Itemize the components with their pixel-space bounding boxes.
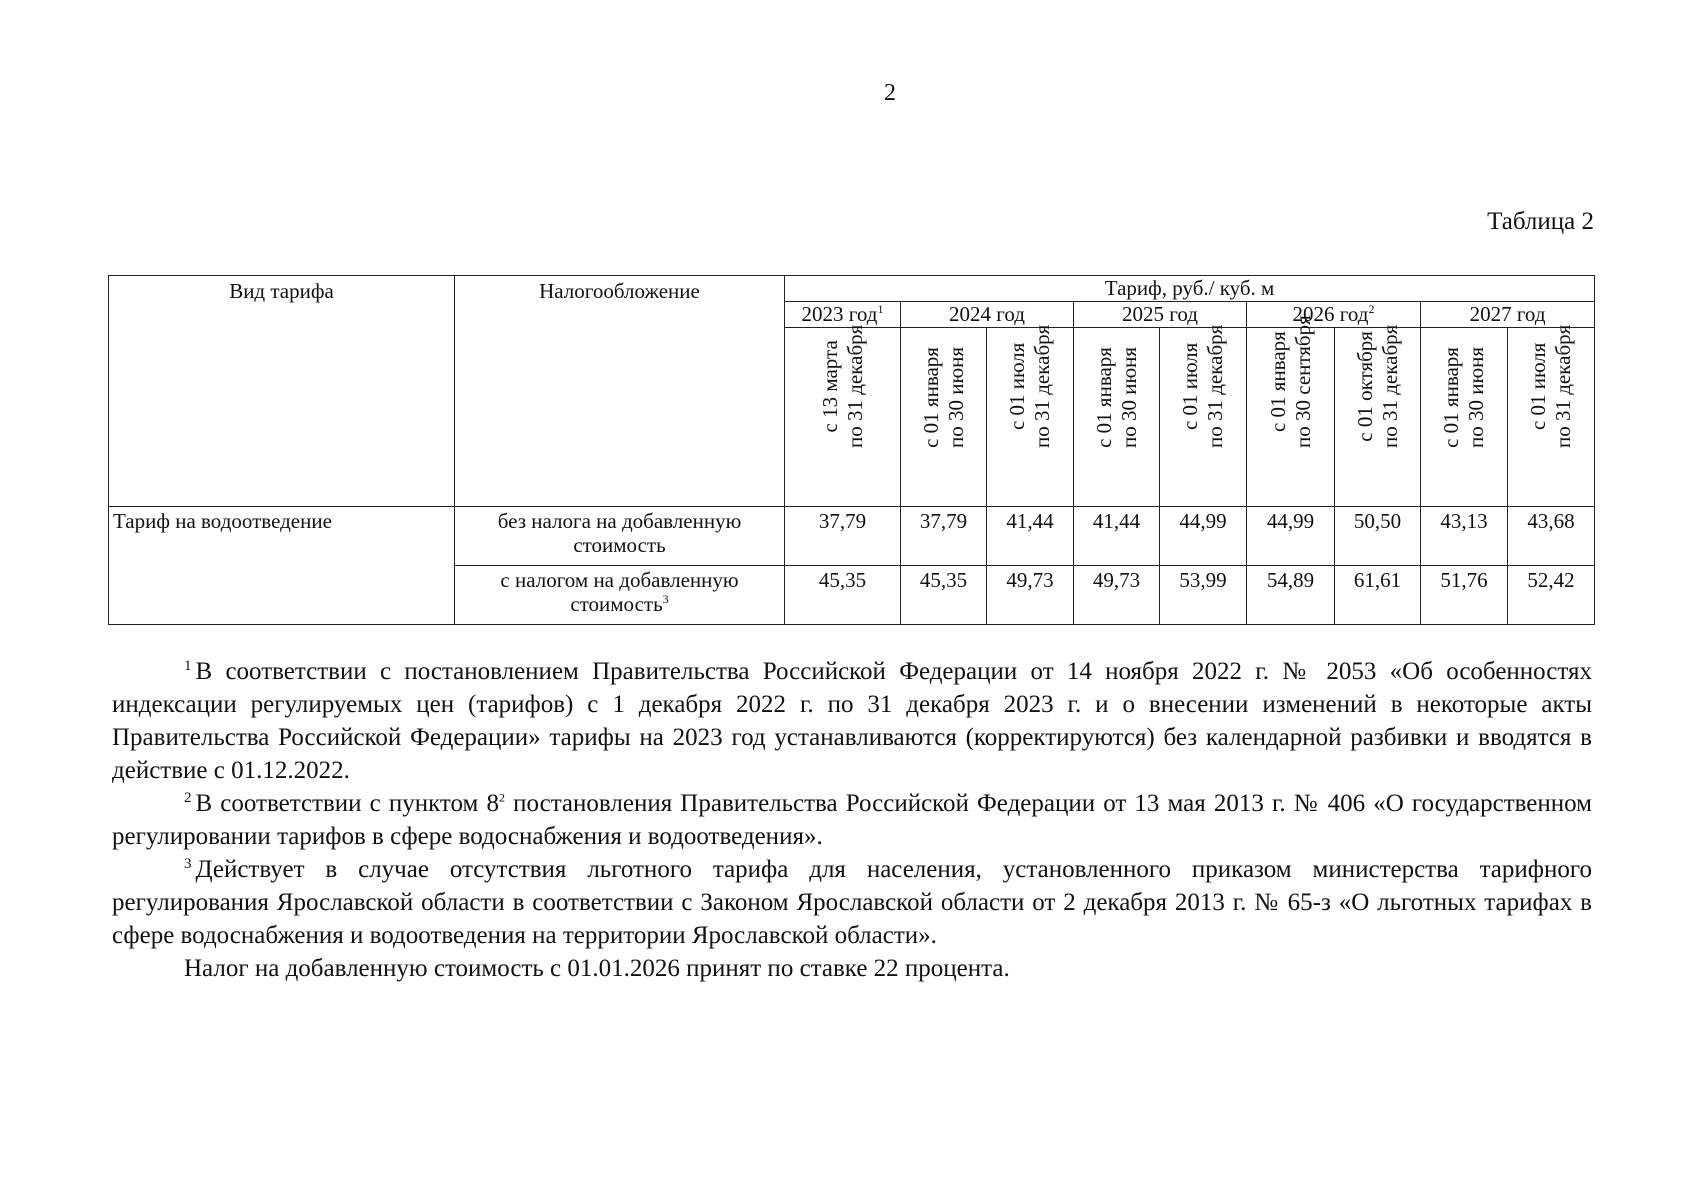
period-header: с 01 января по 30 сентября — [1247, 328, 1335, 507]
value-cell: 51,76 — [1421, 566, 1508, 625]
value-cell: 45,35 — [785, 566, 901, 625]
period-header: с 01 января по 30 июня — [1421, 328, 1508, 507]
value-cell: 50,50 — [1335, 507, 1421, 566]
value-cell: 52,42 — [1508, 566, 1595, 625]
tariff-type-cell: Тариф на водоотведение — [109, 507, 455, 625]
value-cell: 45,35 — [901, 566, 987, 625]
header-year-2023: 2023 год$^1$ — [785, 302, 901, 328]
value-cell: 49,73 — [1074, 566, 1160, 625]
footnotes — [112, 655, 1592, 985]
period-header: с 01 января по 30 июня — [1074, 328, 1160, 507]
table-row — [109, 507, 1595, 566]
value-cell: 44,99 — [1247, 507, 1335, 566]
period-header: с 01 июля по 31 декабря — [987, 328, 1074, 507]
value-cell: 49,73 — [987, 566, 1074, 625]
vat-note: Налог на добавленную стоимость с 01.01.2026 принят по ставке 22 процента. — [184, 955, 1010, 982]
period-header: с 01 октября по 31 декабря — [1335, 328, 1421, 507]
period-header: с 01 июля по 31 декабря — [1508, 328, 1595, 507]
header-year-2025: 2025 год — [1074, 302, 1247, 328]
header-tariff-unit: Тариф, руб./ куб. м — [785, 276, 1595, 302]
value-cell: 37,79 — [901, 507, 987, 566]
footnote-2: $^2$ В соответствии с пунктом $8^2$ постановления Правительства Российской Федерации от 13 мая 2013 г. № 406 «О государственном регулировании тарифов в сфере водоснабжения и водоотведения». — [112, 789, 1593, 850]
footnote-3: $^3$ Действует в случае отсутствия льготного тарифа для населения, установленного приказом министерства тарифного регулирования Ярославской области в соответствии с Законом Ярославской области от 2 декабря 2013 г. № 65-з «О льготных тарифах в сфере водоснабжения и водоотведения на территории Ярославской области». — [112, 855, 1592, 949]
taxation-cell: с налогом на добавленную стоимость$^3$ — [455, 566, 785, 625]
header-year-2026: 2026 год$^2$ — [1247, 302, 1421, 328]
tariff-table — [108, 275, 1595, 625]
table-caption: Таблица 2 — [1487, 208, 1594, 235]
value-cell: 44,99 — [1160, 507, 1247, 566]
header-tariff-type: Вид тарифа — [109, 276, 455, 507]
taxation-cell: без налога на добавленную стоимость — [455, 507, 785, 566]
value-cell: 53,99 — [1160, 566, 1247, 625]
value-cell: 41,44 — [1074, 507, 1160, 566]
value-cell: 37,79 — [785, 507, 901, 566]
header-taxation: Налогообложение — [455, 276, 785, 507]
header-year-2024: 2024 год — [901, 302, 1074, 328]
value-cell: 43,13 — [1421, 507, 1508, 566]
period-header: с 01 января по 30 июня — [901, 328, 987, 507]
page-number: 2 — [884, 80, 896, 106]
footnote-1: $^1$ В соответствии с постановлением Правительства Российской Федерации от 14 ноября 2022 г. № 2053 «Об особенностях индексации регулируемых цен (тарифов) с 1 декабря 2022 г. по 31 декабря 2023 г. и о внесении изменений в некоторые акты Правительства Российской Федерации» тарифы на 2023 год устанавливаются (корректируются) без календарной разбивки и вводятся в действие с 01.12.2022. — [112, 657, 1592, 784]
header-year-2027: 2027 год — [1421, 302, 1595, 328]
value-cell: 54,89 — [1247, 566, 1335, 625]
period-header: с 01 июля по 31 декабря — [1160, 328, 1247, 507]
value-cell: 61,61 — [1335, 566, 1421, 625]
value-cell: 43,68 — [1508, 507, 1595, 566]
period-header: с 13 марта по 31 декабря — [785, 328, 901, 507]
value-cell: 41,44 — [987, 507, 1074, 566]
